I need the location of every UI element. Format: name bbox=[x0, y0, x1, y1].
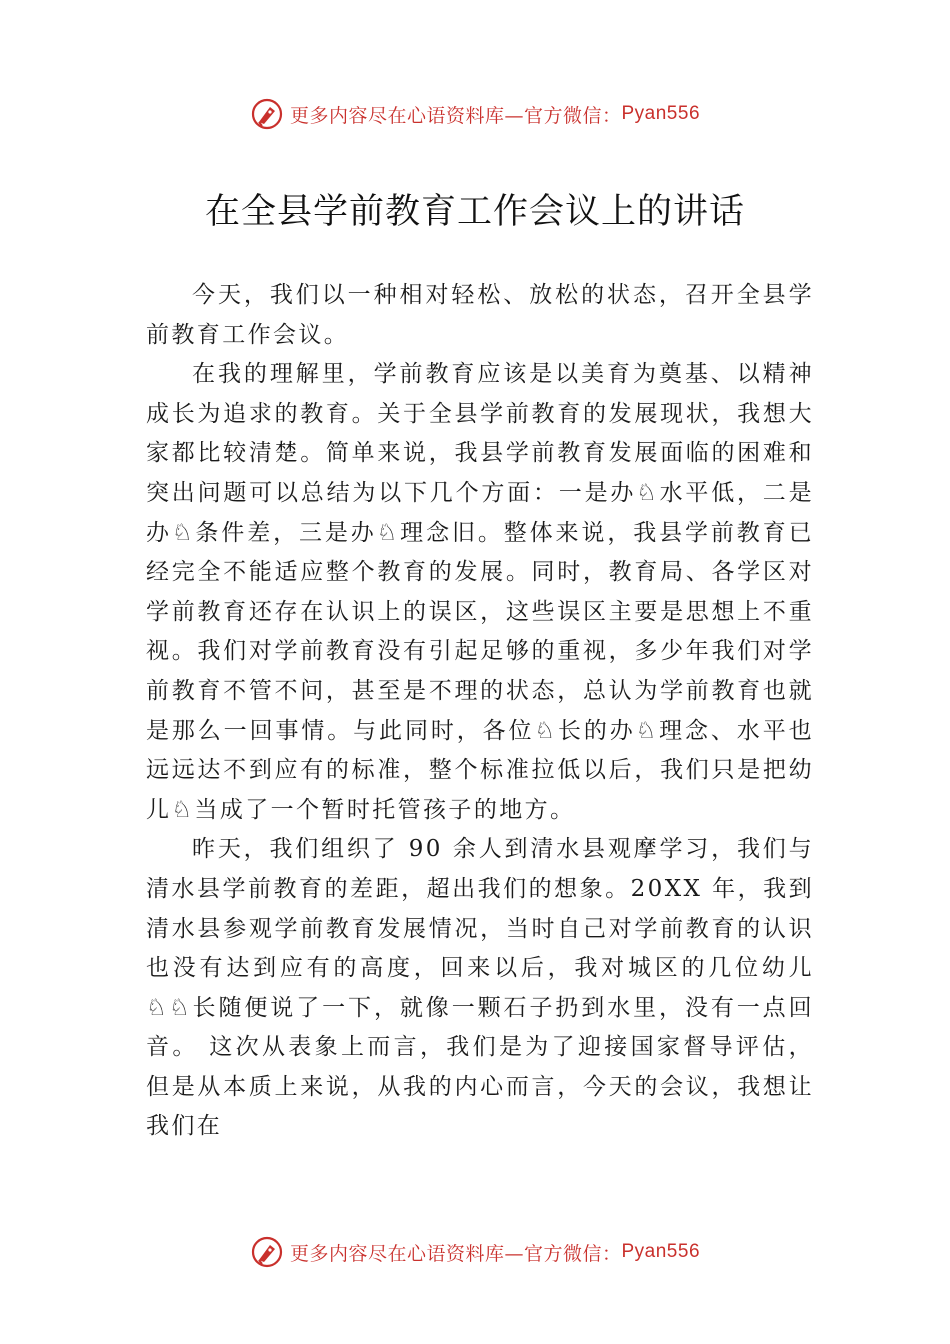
footer-watermark bbox=[0, 1232, 950, 1272]
document-title: 在全县学前教育工作会议上的讲话 bbox=[204, 192, 745, 232]
document-body bbox=[146, 276, 814, 1147]
watermark-account: Pyan556 bbox=[621, 1241, 701, 1262]
paragraph: 在我的理解里，学前教育应该是以美育为奠基、以精神成长为追求的教育。关于全县学前教育的发展现状，我想大家都比较清楚。简单来说，我县学前教育发展面临的困难和突出问题可以总结为以下几个方面：一是办♘水平低，二是办♘条件差，三是办♘理念旧。整体来说，我县学前教育已经完全不能适应整个教育的发展。同时，教育局、各学区对学前教育还存在认识上的误区，这些误区主要是思想上不重视。我们对学前教育没有引起足够的重视，多少年我们对学前教育不管不问，甚至是不理的状态，总认为学前教育也就是那么一回事情。与此同时，各位♘长的办♘理念、水平也远远达不到应有的标准，整个标准拉低以后，我们只是把幼儿♘当成了一个暂时托管孩子的地方。 bbox=[146, 361, 814, 823]
pen-nib-logo-icon bbox=[250, 1235, 284, 1269]
pen-nib-logo-icon bbox=[250, 97, 284, 131]
watermark-text: 更多内容尽在心语资料库—官方微信： bbox=[289, 104, 622, 127]
header-watermark bbox=[0, 94, 950, 134]
watermark-text: 更多内容尽在心语资料库—官方微信： bbox=[289, 1242, 622, 1265]
paragraph: 昨天，我们组织了 90 余人到清水县观摩学习，我们与清水县学前教育的差距，超出我们的想象。20XX 年，我到清水县参观学前教育发展情况，当时自己对学前教育的认识也没有达到应有的高度，回来以后，我对城区的几位幼儿♘♘长随便说了一下，就像一颗石子扔到水里，没有一点回音。 这次从表象上而言，我们是为了迎接国家督导评估，但是从本质上来说，从我的内心而言，今天的会议，我想让我们在 bbox=[146, 836, 814, 1140]
watermark-account: Pyan556 bbox=[621, 103, 701, 124]
paragraph: 今天，我们以一种相对轻松、放松的状态，召开全县学前教育工作会议。 bbox=[146, 282, 814, 348]
